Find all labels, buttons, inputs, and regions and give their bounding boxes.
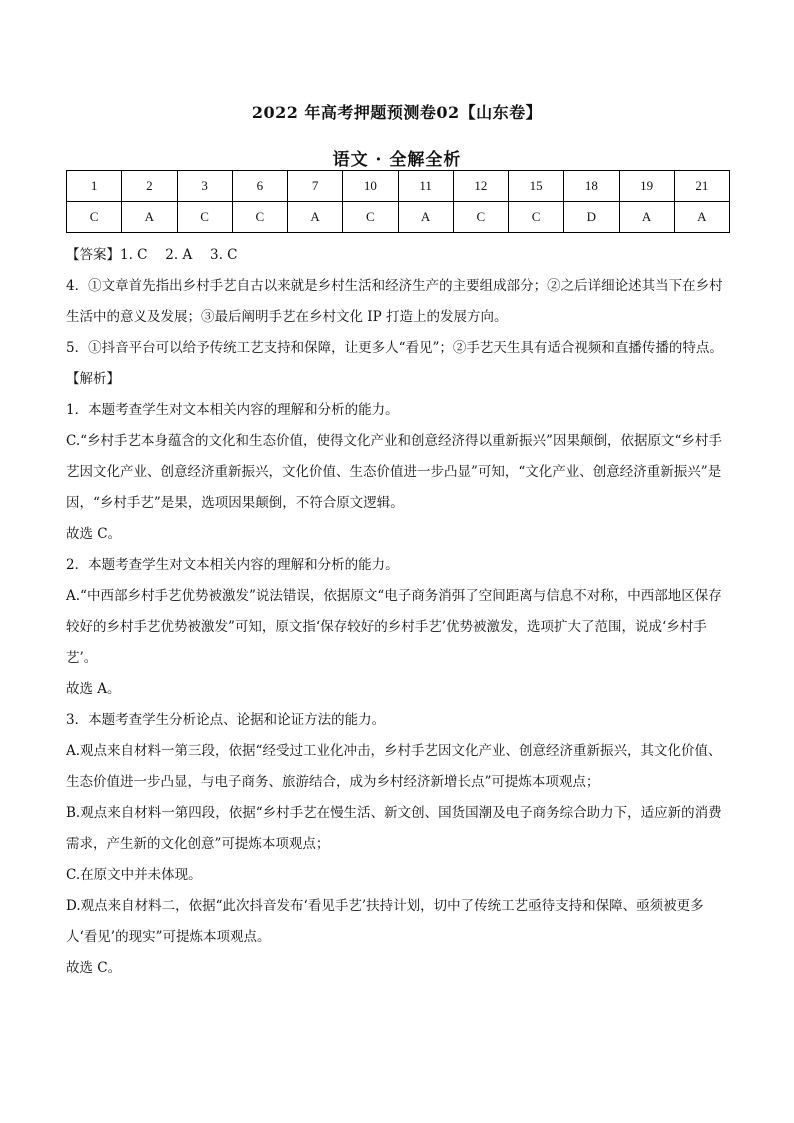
question-number-cell: 2 (122, 171, 177, 202)
analysis-q1-intro: 1．本题考查学生对文本相关内容的理解和分析的能力。 (66, 402, 399, 418)
analysis-q3-conclusion: 故选 C。 (66, 960, 122, 976)
document-title: 2022 年高考押题预测卷02【山东卷】 (251, 103, 543, 122)
answer-cell: D (564, 202, 619, 233)
analysis-q2-detail: A.“中西部乡村手艺优势被激发”说法错误，依据原文“电子商务消弭了空间距离与信息不对称，中西部地区保存较好的乡村手艺优势被激发”可知，原文指‘保存较好的乡村手艺’优势被激发，选项扩大了范围，说成‘乡村手艺’。 (66, 588, 722, 666)
question-number-cell: 10 (343, 171, 398, 202)
question-number-cell: 18 (564, 171, 619, 202)
analysis-q2-conclusion: 故选 A。 (66, 681, 121, 697)
answer-cell: C (177, 202, 232, 233)
question-number-cell: 3 (177, 171, 232, 202)
answer-cell: C (232, 202, 287, 233)
answer-cell: A (398, 202, 453, 233)
question-number-cell: 1 (67, 171, 122, 202)
analysis-q1-conclusion: 故选 C。 (66, 526, 122, 542)
answer-summary: 【答案】1. C 2. A 3. C (66, 247, 238, 263)
answer-cell: A (288, 202, 343, 233)
answer-table-answer-row (67, 202, 730, 233)
analysis-heading: 【解析】 (66, 371, 120, 387)
analysis-q3-option-c: C.在原文中并未体现。 (66, 867, 202, 883)
answer-cell: C (343, 202, 398, 233)
document-subtitle: 语文 · 全解全析 (332, 150, 462, 170)
answer-5: 5．①抖音平台可以给予传统工艺支持和保障，让更多人“看见”；②手艺天生具有适合视频和直播传播的特点。 (66, 340, 723, 356)
analysis-q3-option-d: D.观点来自材料二，依据“此次抖音发布‘看见手艺’扶持计划，切中了传统工艺亟待支持和保障、亟须被更多人‘看见’的现实”可提炼本项观点。 (66, 898, 704, 945)
answer-cell: A (122, 202, 177, 233)
question-number-cell: 6 (232, 171, 287, 202)
analysis-q3-option-b: B.观点来自材料一第四段，依据“乡村手艺在慢生活、新文创、国货国潮及电子商务综合助力下，适应新的消费需求，产生新的文化创意”可提炼本项观点； (66, 805, 722, 852)
question-number-cell: 12 (453, 171, 508, 202)
answer-table (66, 170, 730, 233)
answer-table-question-row (67, 171, 730, 202)
document-body (66, 240, 730, 984)
answer-cell: C (67, 202, 122, 233)
question-number-cell: 15 (509, 171, 564, 202)
question-number-cell: 19 (619, 171, 674, 202)
analysis-q3-option-a: A.观点来自材料一第三段，依据“经受过工业化冲击，乡村手艺因文化产业、创意经济重新振兴，其文化价值、生态价值进一步凸显，与电子商务、旅游结合，成为乡村经济新增长点”可提炼本项观点； (66, 743, 722, 790)
answer-cell: C (509, 202, 564, 233)
question-number-cell: 11 (398, 171, 453, 202)
answer-4: 4．①文章首先指出乡村手艺自古以来就是乡村生活和经济生产的主要组成部分；②之后详细论述其当下在乡村生活中的意义及发展；③最后阐明手艺在乡村文化 IP 打造上的发展方向。 (66, 278, 723, 325)
answer-cell: C (453, 202, 508, 233)
question-number-cell: 21 (674, 171, 729, 202)
answer-cell: A (619, 202, 674, 233)
analysis-q3-intro: 3．本题考查学生分析论点、论据和论证方法的能力。 (66, 712, 386, 728)
analysis-q1-detail: C.“乡村手艺本身蕴含的文化和生态价值，使得文化产业和创意经济得以重新振兴”因果颠倒，依据原文“乡村手艺因文化产业、创意经济重新振兴，文化价值、生态价值进一步凸显”可知，“文化产业、创意经济重新振兴”是因，“乡村手艺”是果，选项因果颠倒，不符合原文逻辑。 (66, 433, 722, 511)
answer-cell: A (674, 202, 729, 233)
question-number-cell: 7 (288, 171, 343, 202)
analysis-q2-intro: 2．本题考查学生对文本相关内容的理解和分析的能力。 (66, 557, 399, 573)
